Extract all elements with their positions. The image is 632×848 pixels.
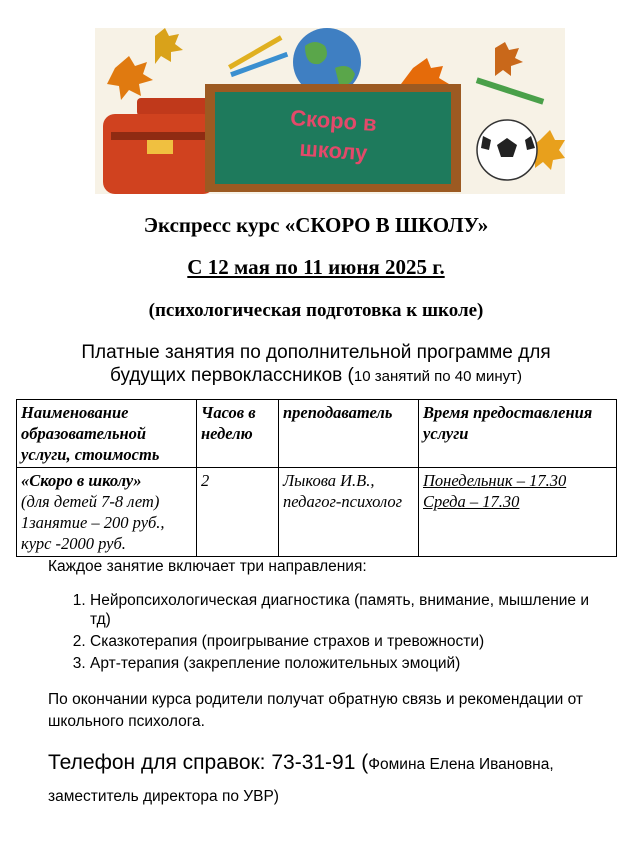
intro-line2: будущих первоклассников ( bbox=[109, 365, 354, 386]
header-cell: Часов в неделю bbox=[197, 400, 279, 468]
list-item: 3. Арт-терапия (закрепление положительных эмоций) bbox=[90, 654, 610, 673]
intro-text bbox=[40, 341, 592, 388]
directions-lead: Каждое занятие включает три направления: bbox=[48, 558, 367, 575]
table-row bbox=[17, 468, 617, 557]
soccer-ball-icon bbox=[477, 120, 537, 180]
contact-person: Фомина Елена Ивановна, заместитель директора по УВР) bbox=[48, 756, 554, 805]
hours-cell: 2 bbox=[197, 468, 279, 557]
table-header-row bbox=[17, 400, 617, 468]
list-item: 2. Сказкотерапия (проигрывание страхов и тревожности) bbox=[90, 632, 610, 651]
price-lesson: 1занятие – 200 руб., bbox=[21, 513, 165, 532]
intro-note: 10 занятий по 40 минут) bbox=[353, 368, 522, 385]
time-wednesday: Среда – 17.30 bbox=[423, 492, 520, 511]
time-cell bbox=[419, 468, 617, 557]
board-text-line1: Скоро в bbox=[289, 105, 378, 137]
course-title: Экспресс курс «СКОРО В ШКОЛУ» bbox=[143, 213, 489, 237]
service-age: (для детей 7-8 лет) bbox=[21, 492, 160, 511]
time-monday: Понедельник – 17.30 bbox=[423, 471, 567, 490]
service-cell bbox=[17, 468, 197, 557]
phone-label: Телефон для справок: 73-31-91 ( bbox=[48, 751, 369, 774]
directions-list bbox=[50, 591, 610, 676]
course-dates: С 12 мая по 11 июня 2025 г. bbox=[187, 255, 445, 279]
board-text-line2: школу bbox=[298, 135, 369, 166]
header-cell: Наименование образовательной услуги, стоимость bbox=[17, 400, 197, 468]
outro-text: По окончании курса родители получат обратную связь и рекомендации от школьного психолога. bbox=[48, 691, 583, 730]
service-name: «Скоро в школу» bbox=[21, 471, 142, 490]
header-cell: преподаватель bbox=[279, 400, 419, 468]
service-table bbox=[16, 399, 617, 557]
course-subtitle: (психологическая подготовка к школе) bbox=[148, 300, 484, 321]
price-course: курс -2000 руб. bbox=[21, 534, 126, 553]
school-banner-illustration bbox=[95, 28, 565, 194]
teacher-cell: Лыкова И.В., педагог-психолог bbox=[279, 468, 419, 557]
list-item: 1. Нейропсихологическая диагностика (память, внимание, мышление и тд) bbox=[90, 591, 610, 629]
intro-line1: Платные занятия по дополнительной программе для bbox=[81, 342, 551, 363]
contact-info bbox=[48, 748, 608, 812]
header-cell: Время предоставления услуги bbox=[419, 400, 617, 468]
